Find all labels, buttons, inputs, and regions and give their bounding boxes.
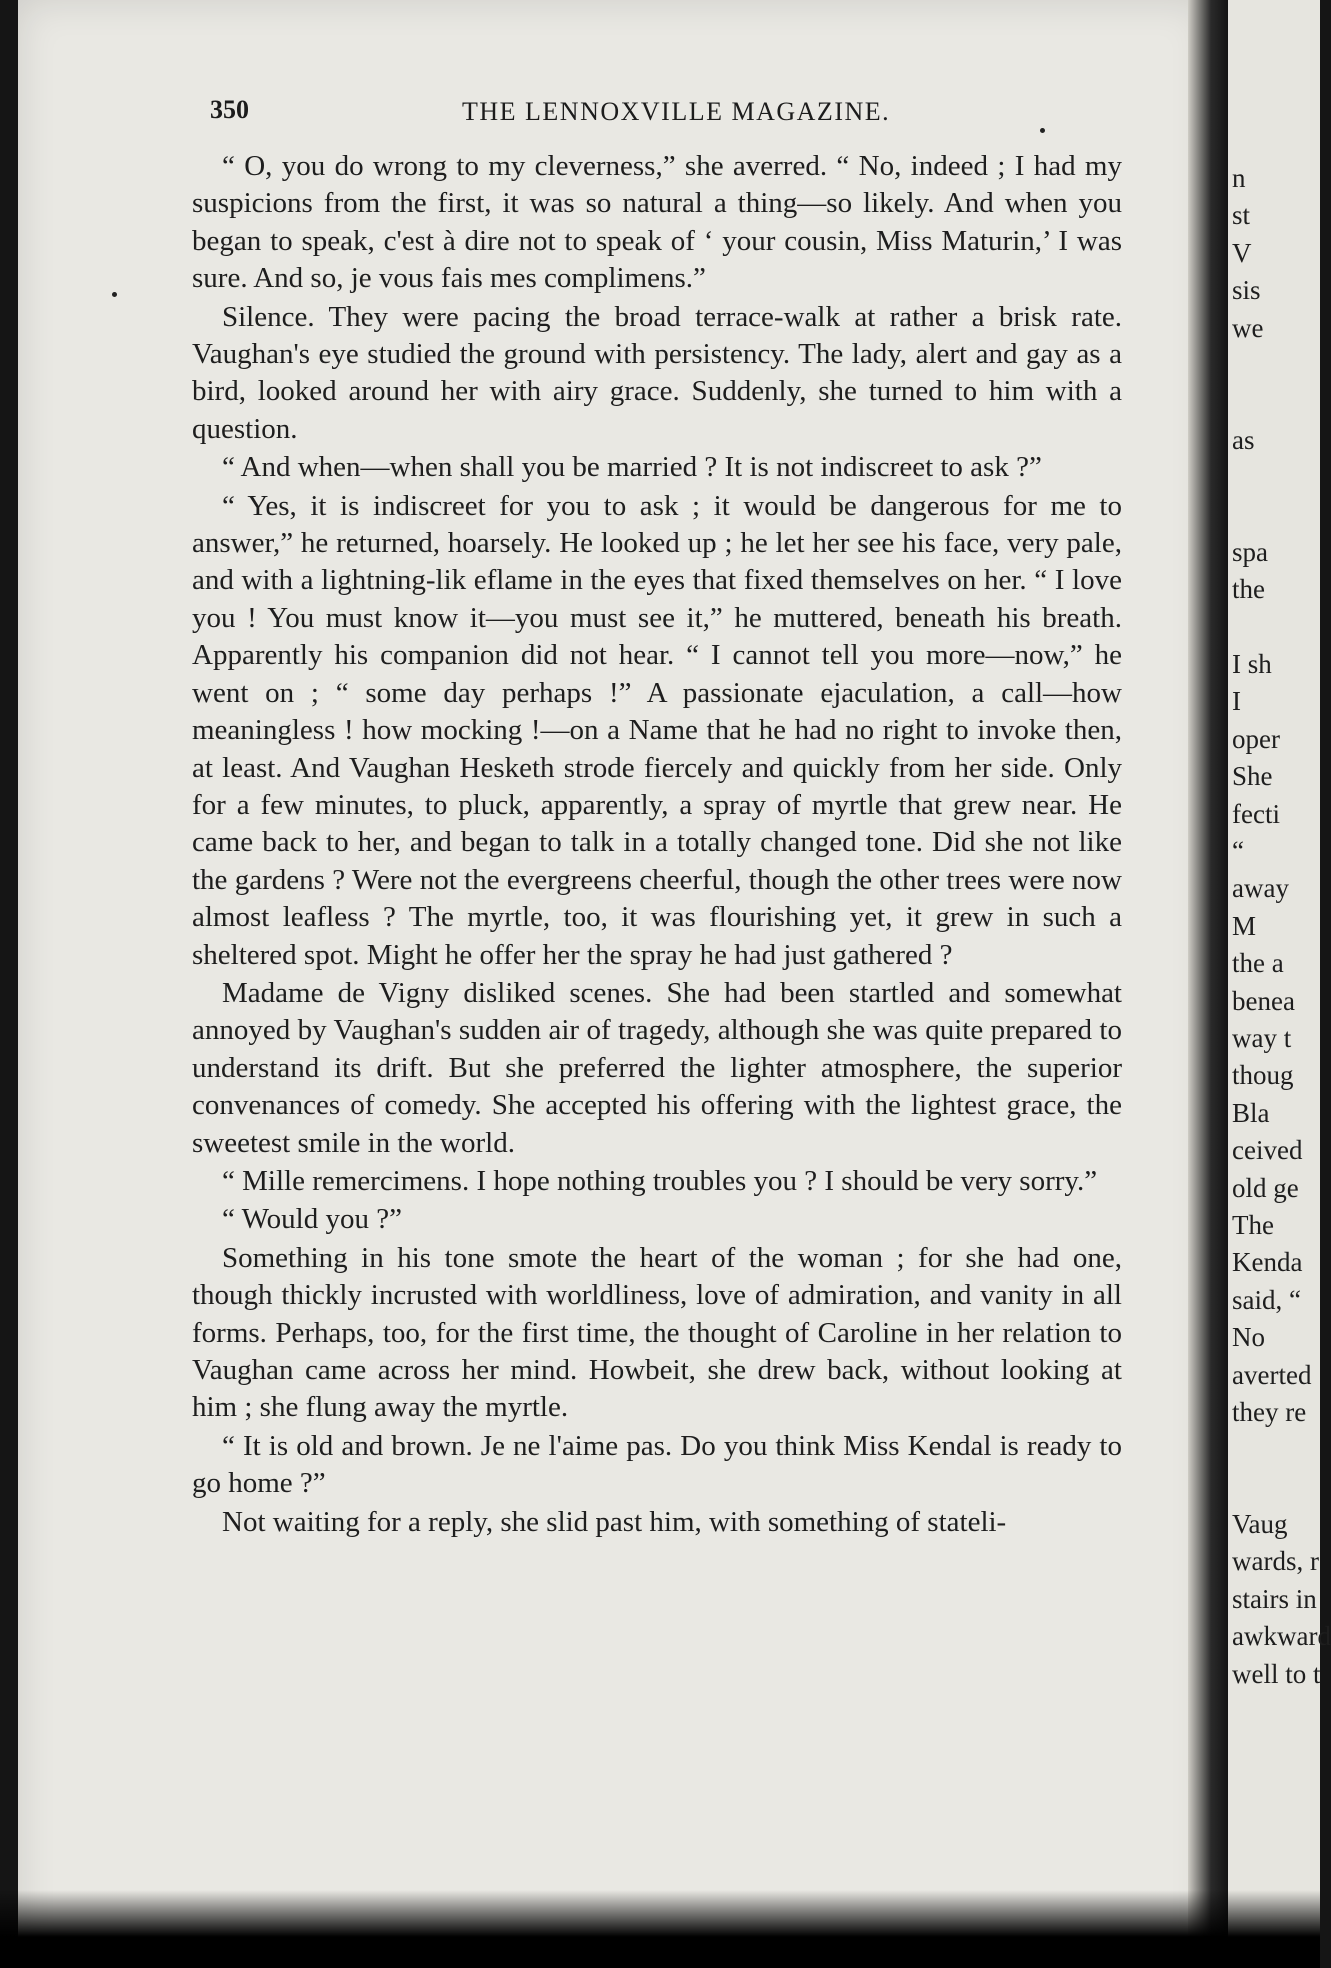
paragraph: “ Would you ?” bbox=[222, 1203, 402, 1236]
body-text bbox=[192, 148, 1122, 1541]
facing-line bbox=[1232, 1469, 1324, 1506]
facing-line: the a bbox=[1232, 948, 1284, 979]
facing-line: wards, r bbox=[1232, 1546, 1319, 1577]
facing-line: No bbox=[1232, 1322, 1265, 1353]
facing-line: well to t bbox=[1232, 1658, 1321, 1689]
paragraph: “ Yes, it is indiscreet for you to ask ; it would be dangerous for me to answer,” he returned, hoarsely. He looked up ; he let her see his face, very pale, and with a lightning-lik eflame in the eyes that fixed themselves on her. “ I love you ! You must know it—you must see it,” he muttered, beneath his breath. Apparently his companion did not hear. “ I cannot tell you more—now,” he went on ; “ some day perhaps !” A passionate ejaculation, a call—how meaningless ! how mocking !—on a Name that he had no right to invoke then, at least. And Vaughan Hesketh strode fiercely and quickly from her side. Only for a few minutes, to pluck, apparently, a spray of myrtle that grew near. He came back to her, and began to talk in a totally changed tone. Did she not like the gardens ? Were not the evergreens cheerful, though the other trees were now almost leafless ? The myrtle, too, it was flourishing yet, it grew in such a sheltered spot. Might he offer her the spray he had just gathered ? bbox=[192, 489, 1122, 971]
facing-line bbox=[1232, 384, 1324, 421]
paragraph: “ Mille remercimens. I hope nothing troubles you ? I should be very sorry.” bbox=[222, 1164, 1098, 1197]
page-number: 350 bbox=[210, 95, 249, 124]
facing-line: way t bbox=[1232, 1022, 1292, 1053]
facing-line: Kenda bbox=[1232, 1247, 1303, 1278]
facing-line: n bbox=[1232, 163, 1246, 193]
paragraph: Madame de Vigny disliked scenes. She had been startled and somewhat annoyed by Vaughan's sudden air of tragedy, although she was quite prepared to understand its drift. But she preferred the lighter atmosphere, the superior convenances of comedy. She accepted his offering with the lightest grace, the sweetest smile in the world. bbox=[192, 976, 1122, 1159]
paragraph: “ O, you do wrong to my cleverness,” she averred. “ No, indeed ; I had my suspicions from the first, it was so natural a thing—so likely. And when you began to speak, c'est à dire not to speak of ‘ your cousin, Miss Maturin,’ I was sure. And so, je vous fais mes complimens.” bbox=[192, 150, 1122, 295]
facing-line: spa bbox=[1232, 536, 1268, 567]
facing-line: Bla bbox=[1232, 1097, 1270, 1128]
facing-line: st bbox=[1232, 200, 1251, 231]
paragraph: “ And when—when shall you be married ? It is not indiscreet to ask ?” bbox=[222, 451, 1042, 484]
running-head: THE LENNOXVILLE MAGAZINE. bbox=[462, 97, 891, 126]
facing-line: M bbox=[1232, 910, 1257, 941]
paragraph: Silence. They were pacing the broad terrace-walk at rather a brisk rate. Vaughan's eye studied the ground with persistency. The lady, alert and gay as a bird, looked around her with airy grace. Suddenly, she turned to him with a question. bbox=[192, 300, 1122, 445]
facing-line bbox=[1232, 459, 1324, 496]
facing-line bbox=[1232, 347, 1324, 384]
facing-line bbox=[1232, 609, 1324, 646]
facing-line bbox=[1232, 497, 1324, 534]
paragraph: “ It is old and brown. Je ne l'aime pas. Do you think Miss Kendal is ready to go home ?” bbox=[192, 1429, 1122, 1500]
facing-line: as bbox=[1232, 424, 1255, 455]
facing-line: V bbox=[1232, 237, 1252, 268]
facing-line: I bbox=[1232, 686, 1241, 717]
facing-line bbox=[1232, 1431, 1324, 1468]
facing-line: they re bbox=[1232, 1396, 1307, 1427]
facing-page-text bbox=[1232, 160, 1331, 1693]
scan-bottom-shadow bbox=[0, 1890, 1320, 1968]
facing-line: away bbox=[1232, 873, 1289, 904]
facing-line: the bbox=[1232, 574, 1265, 605]
facing-line: ceived bbox=[1232, 1135, 1303, 1166]
facing-line: sis bbox=[1232, 275, 1261, 306]
ink-speck bbox=[1040, 128, 1045, 133]
facing-line: we bbox=[1232, 312, 1264, 343]
facing-line: fecti bbox=[1232, 798, 1280, 829]
page-header bbox=[210, 95, 1130, 135]
paragraph: Something in his tone smote the heart of the woman ; for she had one, though thickly incrusted with worldliness, love of admiration, and vanity in all forms. Perhaps, too, for the first time, the thought of Caroline in her relation to Vaughan came across her mind. Howbeit, she drew back, without looking at him ; she flung away the myrtle. bbox=[192, 1241, 1122, 1424]
facing-line: “ bbox=[1232, 836, 1244, 867]
facing-line: She bbox=[1232, 761, 1273, 792]
ink-speck bbox=[112, 292, 117, 297]
facing-line: The bbox=[1232, 1209, 1274, 1240]
facing-line: averted bbox=[1232, 1359, 1312, 1390]
facing-line: I sh bbox=[1232, 649, 1272, 680]
facing-line: awkward bbox=[1232, 1621, 1331, 1652]
facing-line: said, “ bbox=[1232, 1284, 1301, 1315]
facing-line: stairs in bbox=[1232, 1583, 1317, 1614]
facing-line: Vaug bbox=[1232, 1509, 1288, 1540]
facing-line: benea bbox=[1232, 985, 1295, 1016]
facing-line: thoug bbox=[1232, 1060, 1294, 1091]
book-gutter bbox=[1188, 0, 1230, 1968]
paragraph: Not waiting for a reply, she slid past him, with something of stateli- bbox=[222, 1505, 1007, 1538]
facing-line: oper bbox=[1232, 723, 1280, 754]
facing-line: old ge bbox=[1232, 1172, 1299, 1203]
